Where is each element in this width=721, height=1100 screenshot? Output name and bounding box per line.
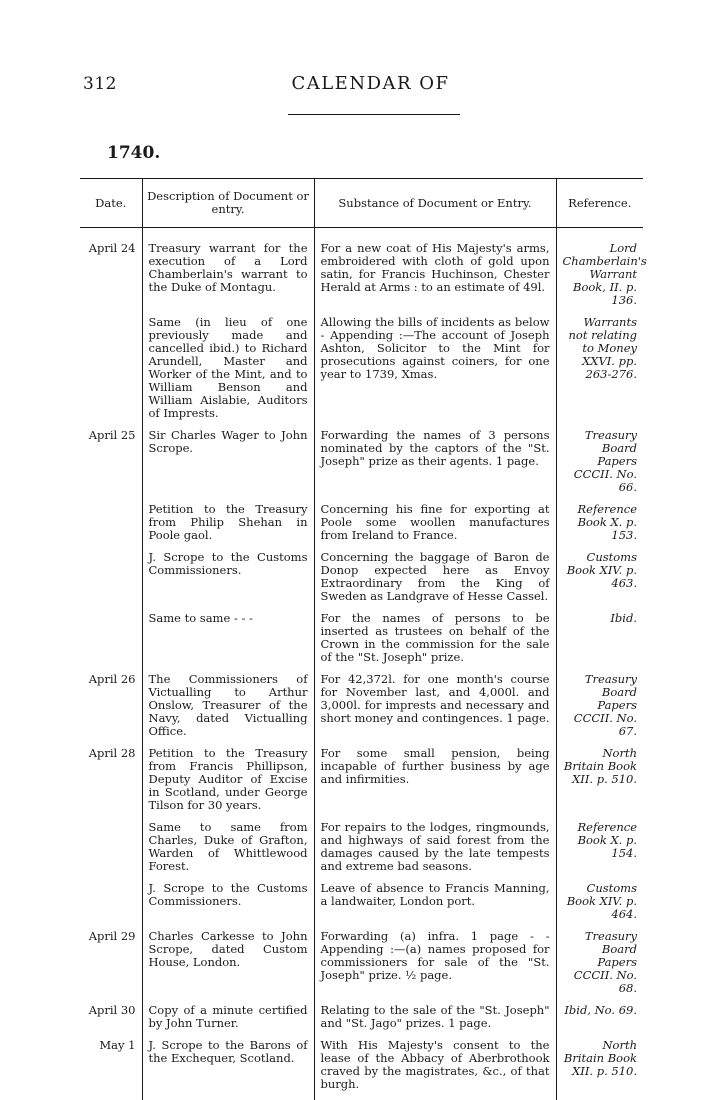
entry-date: April 29 (88, 929, 136, 943)
entry-reference: Reference Book X. p. 153. (556, 503, 643, 551)
entry-reference: Lord Chamberlain's Warrant Book, II. p. 136. (556, 242, 643, 316)
entry-reference: Ibid. (556, 612, 643, 673)
entry-date (80, 316, 142, 429)
entry-date: April 25 (88, 428, 136, 442)
entry-substance: Leave of absence to Francis Manning, a landwaiter, London port. (314, 882, 556, 930)
table-row (80, 930, 643, 1004)
table-header-row (80, 179, 643, 228)
table-row (80, 551, 643, 612)
entry-substance: For some small pension, being incapable of further business by age and infirmities. (314, 747, 556, 821)
entry-reference: Ibid, No. 69. (556, 1004, 643, 1039)
entry-date: May 1 (99, 1038, 136, 1052)
table-row (80, 316, 643, 429)
entry-substance: Concerning his fine for exporting at Poole some woollen manufactures from Ireland to France. (314, 503, 556, 551)
entry-reference: Customs Book XIV. p. 463. (556, 551, 643, 612)
calendar-table-container (80, 178, 647, 1100)
table-row (80, 673, 643, 747)
table-row (80, 242, 643, 316)
entry-reference: Treasury Board Papers CCCII. No. 68. (556, 930, 643, 1004)
entry-description: Treasury warrant for the execution of a Lord Chamberlain's warrant to the Duke of Montagu. (142, 242, 314, 316)
entry-reference: Warrants not relating to Money XXVI. pp. 263-276. (556, 316, 643, 429)
entry-date (80, 882, 142, 930)
entry-date (80, 551, 142, 612)
entry-substance: Relating to the sale of the "St. Joseph" and "St. Jago" prizes. 1 page. (314, 1004, 556, 1039)
entry-substance: Allowing the bills of incidents as below - Appending :—The account of Joseph Ashton, Solicitor to the Mint for prosecutions against coiners, for one year to 1739, Xmas. (314, 316, 556, 429)
entry-substance: Concerning the baggage of Baron de Donop expected here as Envoy Extraordinary from the King of Sweden as Landgrave of Hesse Cassel. (314, 551, 556, 612)
running-title: CALENDAR OF (291, 73, 450, 94)
entry-substance: Forwarding the names of 3 persons nominated by the captors of the "St. Joseph" prize as their agents. 1 page. (314, 429, 556, 503)
table-row (80, 821, 643, 882)
entry-description: Same to same from Charles, Duke of Grafton, Warden of Whittlewood Forest. (142, 821, 314, 882)
column-header-date: Date. (80, 179, 142, 228)
entry-substance: For 42,372l. for one month's course for November last, and 4,000l. and 3,000l. for imprests and necessary and short money and contingences. 1 page. (314, 673, 556, 747)
table-spacer (80, 228, 643, 243)
entry-description: Petition to the Treasury from Philip Shehan in Poole gaol. (142, 503, 314, 551)
column-header-description: Description of Document or entry. (142, 179, 314, 228)
entry-date: April 28 (88, 746, 136, 760)
entry-substance: For a new coat of His Majesty's arms, embroidered with cloth of gold upon satin, for Francis Huchinson, Chester Herald at Arms : to an estimate of 49l. (314, 242, 556, 316)
entry-description: Copy of a minute certified by John Turner. (142, 1004, 314, 1039)
entry-reference: North Britain Book XII. p. 510. (556, 747, 643, 821)
table-row (80, 429, 643, 503)
table-row (80, 612, 643, 673)
entry-reference: Treasury Board Papers CCCII. No. 67. (556, 673, 643, 747)
column-header-substance: Substance of Document or Entry. (314, 179, 556, 228)
entry-reference: North Britain Book XII. p. 510. (556, 1039, 643, 1100)
entry-date: April 26 (88, 672, 136, 686)
entry-substance: Forwarding (a) infra. 1 page - - Appending :—(a) names proposed for commissioners for sale of the "St. Joseph" prize. ½ page. (314, 930, 556, 1004)
page-number: 312 (83, 74, 117, 94)
entry-substance: For the names of persons to be inserted as trustees on behalf of the Crown in the commission for the sale of the "St. Joseph" prize. (314, 612, 556, 673)
table-row (80, 503, 643, 551)
entry-date: April 30 (88, 1003, 136, 1017)
entry-description: J. Scrope to the Barons of the Exchequer, Scotland. (142, 1039, 314, 1100)
table-row (80, 1004, 643, 1039)
entry-description: Sir Charles Wager to John Scrope. (142, 429, 314, 503)
entry-description: J. Scrope to the Customs Commissioners. (142, 551, 314, 612)
table-row (80, 882, 643, 930)
calendar-table (80, 178, 647, 1100)
entry-date (80, 821, 142, 882)
column-header-reference: Reference. (556, 179, 643, 228)
entry-reference: Treasury Board Papers CCCII. No. 66. (556, 429, 643, 503)
entry-description: Petition to the Treasury from Francis Phillipson, Deputy Auditor of Excise in Scotland, under George Tilson for 30 years. (142, 747, 314, 821)
entry-date: April 24 (88, 241, 136, 255)
entry-substance: With His Majesty's consent to the lease of the Abbacy of Aberbrothook craved by the magistrates, &c., of that burgh. (314, 1039, 556, 1100)
table-row (80, 747, 643, 821)
entry-substance: For repairs to the lodges, ringmounds, and highways of said forest from the damages caused by the late tempests and extreme bad seasons. (314, 821, 556, 882)
entry-date (80, 612, 142, 673)
year-heading: 1740. (107, 143, 161, 163)
entry-description: Charles Carkesse to John Scrope, dated Custom House, London. (142, 930, 314, 1004)
title-rule (288, 114, 460, 115)
entry-reference: Customs Book XIV. p. 464. (556, 882, 643, 930)
entry-description: Same to same - - - (142, 612, 314, 673)
entry-reference: Reference Book X. p. 154. (556, 821, 643, 882)
entry-description: Same (in lieu of one previously made and cancelled ibid.) to Richard Arundell, Master and Worker of the Mint, and to William Benson and William Aislabie, Auditors of Imprests. (142, 316, 314, 429)
entry-date (80, 503, 142, 551)
entry-description: The Commissioners of Victualling to Arthur Onslow, Treasurer of the Navy, dated Victualling Office. (142, 673, 314, 747)
entry-description: J. Scrope to the Customs Commissioners. (142, 882, 314, 930)
